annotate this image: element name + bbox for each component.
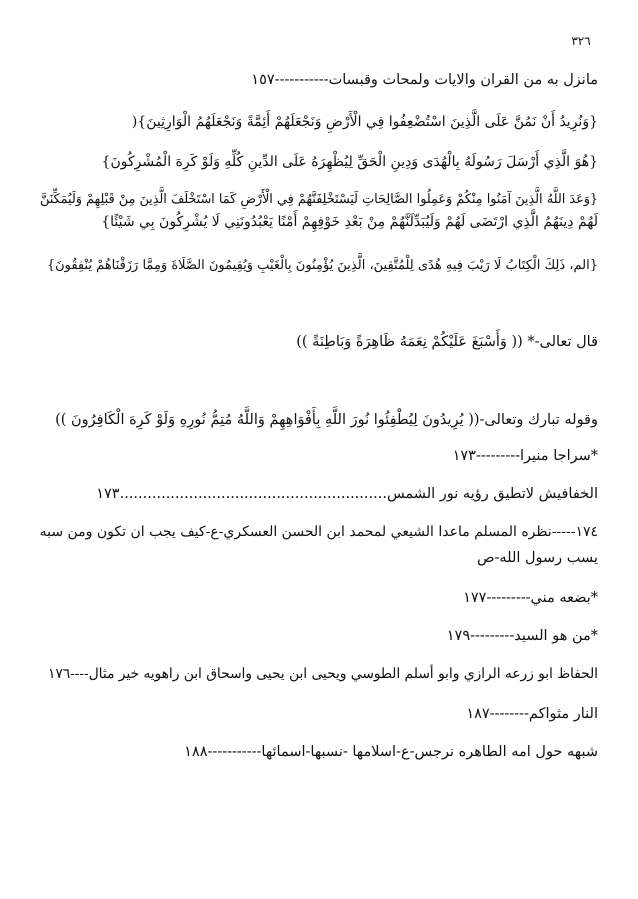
text-line-shubha: شبهه حول امه الطاهره نرجس-ع-اسلامها -نسبها-اسمائها-----------١٨٨ xyxy=(184,744,598,760)
text-line-huffaz: الحفاظ ابو زرعه الرازي وابو أسلم الطوسي ويحيى ابن يحيى واسحاق ابن راهويه خير مثال----١٧٦ xyxy=(47,666,598,682)
text-line-sayyid: *من هو السيد---------١٧٩ xyxy=(446,628,598,644)
quran-verse-line-3: {وَعَدَ اللَّهُ الَّذِينَ آمَنُوا مِنْكُمْ وَعَمِلُوا الصَّالِحَاتِ لَيَسْتَخْلِفَنَّهُمْ فِي الْأَرْضِ كَمَا اسْتَخْلَفَ الَّذِينَ مِنْ قَبْلِهِمْ وَلَيُمَكِّنَنَّ xyxy=(40,192,598,207)
text-line-bidaa: *بضعه مني---------١٧٧ xyxy=(463,590,598,606)
text-line-khafafish: الخفافيش لاتطيق رؤيه نور الشمس..........................................................١٧٣ xyxy=(96,486,598,502)
page-number: ٣٢٦ xyxy=(571,34,591,48)
text-line-yasub: يسب رسول الله-ص xyxy=(476,550,598,566)
quran-verse-line-5: {الم، ذَلِكَ الْكِتَابُ لَا رَيْبَ فِيهِ هُدًى لِلْمُتَّقِينَ، الَّذِينَ يُؤْمِنُونَ بِالْغَيْبِ وَيُقِيمُونَ الصَّلَاةَ وَمِمَّا رَزَقْنَاهُمْ يُنْفِقُونَ} xyxy=(46,258,598,273)
quran-verse-line-1: {وَنُرِيدُ أَنْ نَمُنَّ عَلَى الَّذِينَ اسْتُضْعِفُوا فِي الْأَرْضِ وَنَجْعَلَهُمْ أَئِمَّةً وَنَجْعَلَهُمُ الْوَارِثِينَ}( xyxy=(131,114,598,130)
text-line-qawluhu: وقوله تبارك وتعالى-(( يُرِيدُونَ لِيُطْفِئُوا نُورَ اللَّهِ بِأَفْوَاهِهِمْ وَاللَّهُ مُتِمُّ نُورِهِ وَلَوْ كَرِهَ الْكَافِرُونَ )) xyxy=(55,412,598,428)
text-line-1: مانزل به من القران والايات ولمحات وقبسات-----------١٥٧ xyxy=(251,72,598,88)
text-line-nar: النار مثواكم--------١٨٧ xyxy=(466,706,598,722)
quran-verse-line-4: لَهُمْ دِينَهُمُ الَّذِي ارْتَضَى لَهُمْ وَلَيُبَدِّلَنَّهُمْ مِنْ بَعْدِ خَوْفِهِمْ أَمْنًا يَعْبُدُونَنِي لَا يُشْرِكُونَ بِي شَيْئًا} xyxy=(101,214,598,230)
text-line-nazra: ١٧٤-----نظره المسلم ماعدا الشيعي لمحمد ابن الحسن العسكري-ع-كيف يجب ان تكون ومن سبه xyxy=(39,524,598,540)
quran-verse-line-2: {هُوَ الَّذِي أَرْسَلَ رَسُولَهُ بِالْهُدَى وَدِينِ الْحَقِّ لِيُظْهِرَهُ عَلَى الدِّينِ كُلِّهِ وَلَوْ كَرِهَ الْمُشْرِكُونَ} xyxy=(101,154,598,170)
text-line-qala-taala: قال تعالى-* (( وَأَسْبَغَ عَلَيْكُمْ نِعَمَهُ ظَاهِرَةً وَبَاطِنَةً )) xyxy=(296,334,598,350)
text-line-siraj: *سراجا منيرا---------١٧٣ xyxy=(452,448,598,464)
